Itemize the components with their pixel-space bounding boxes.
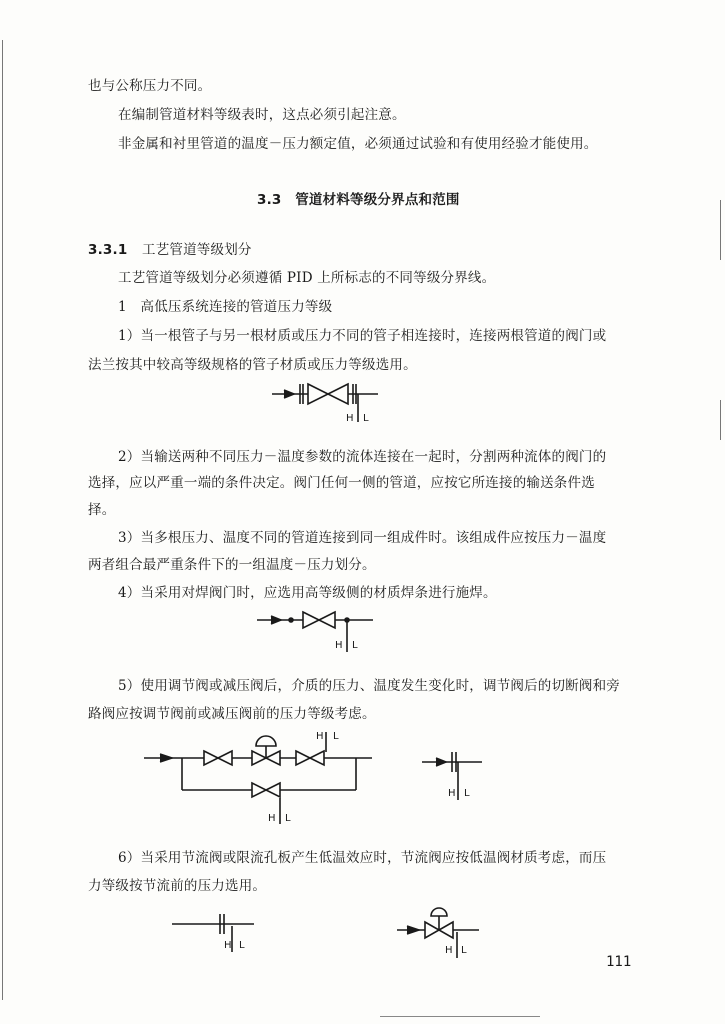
text-line: 择。 [88,502,116,518]
scan-edge [380,1016,540,1017]
figure-flange-joint [420,740,500,804]
scan-edge [720,400,721,440]
text-line: 在编制管道材料等级表时，这点必须引起注意。 [118,107,406,123]
section-title: 3.3 管道材料等级分界点和范围 [257,192,460,208]
low-label: L [285,813,291,824]
figure-throttle-valve [395,900,495,960]
subsection-title: 工艺管道等级划分 [142,242,252,258]
low-label: L [461,945,467,956]
low-label: L [239,940,245,951]
high-label: H [445,945,453,956]
text-line: 路阀应按调节阀前或减压阀前的压力等级考虑。 [88,706,376,722]
high-label: H [316,731,324,742]
scan-edge [720,200,721,260]
item-heading: 1 高低压系统连接的管道压力等级 [118,299,333,315]
text-line: 4）当采用对焊阀门时，应选用高等级侧的材质焊条进行施焊。 [118,585,497,601]
page-number: 111 [606,954,632,970]
text-line: 选择，应以严重一端的条件决定。阀门任何一侧的管道，应按它所连接的输送条件选 [88,475,595,491]
high-label: H [346,413,354,424]
subsection-number: 3.3.1 [88,242,128,258]
text-line: 两者组合最严重条件下的一组温度－压力划分。 [88,557,376,573]
text-line: 1）当一根管子与另一根材质或压力不同的管子相连接时，连接两根管道的阀门或 [118,328,607,344]
low-label: L [464,788,470,799]
figure-orifice-plate [170,904,260,954]
figure-control-valve-bypass [140,728,380,828]
high-label: H [335,640,343,651]
high-label: H [268,813,276,824]
text-line: 5）使用调节阀或减压阀后，介质的压力、温度发生变化时，调节阀后的切断阀和旁 [118,678,620,694]
low-label: L [333,731,339,742]
text-line: 也与公称压力不同。 [88,78,212,94]
high-label: H [224,940,232,951]
text-line: 力等级按节流前的压力选用。 [88,878,267,894]
figure-weld-valve [255,608,385,658]
scan-edge [2,40,3,1000]
low-label: L [352,640,358,651]
text-line: 非金属和衬里管道的温度－压力额定值，必须通过试验和有使用经验才能使用。 [118,136,598,152]
text-line: 2）当输送两种不同压力－温度参数的流体连接在一起时，分割两种流体的阀门的 [118,449,607,465]
low-label: L [363,413,369,424]
text-line: 6）当采用节流阀或限流孔板产生低温效应时，节流阀应按低温阀材质考虑，而压 [118,850,607,866]
high-label: H [448,788,456,799]
text-line: 工艺管道等级划分必须遵循 PID 上所标志的不同等级分界线。 [118,270,496,286]
text-line: 法兰按其中较高等级规格的管子材质或压力等级选用。 [88,357,417,373]
text-line: 3）当多根压力、温度不同的管道连接到同一组成件时。该组成件应按压力－温度 [118,530,607,546]
figure-flange-valve [270,378,390,428]
